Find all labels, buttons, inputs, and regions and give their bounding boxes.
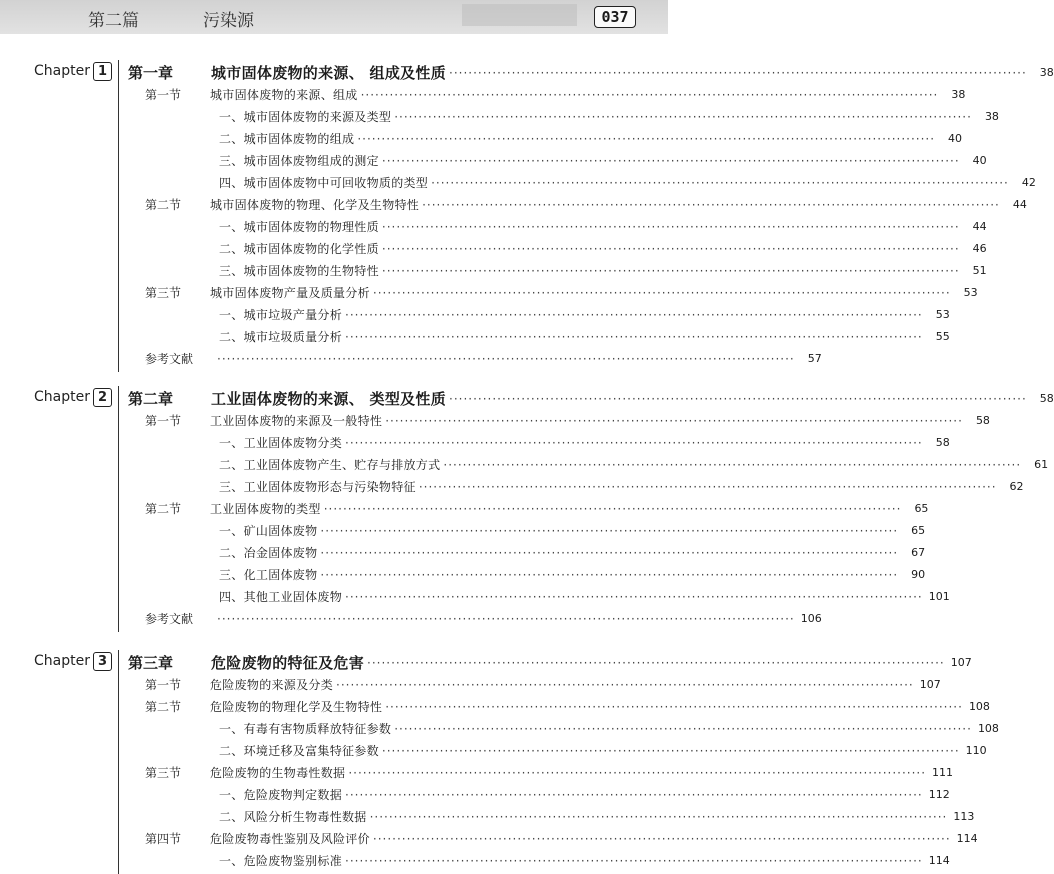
toc-page-number: 55 xyxy=(935,330,950,343)
toc-page-number: 53 xyxy=(935,308,950,321)
toc-leader-dots: ························································································································ xyxy=(345,788,923,802)
toc-leader-dots: ························································································································ xyxy=(345,330,923,344)
chapter-label-text: Chapter xyxy=(34,653,90,669)
toc-page-number: 58 xyxy=(975,414,990,427)
toc-entry-title: 工业固体废物的来源及一般特性 xyxy=(210,414,383,428)
toc-entry-section[interactable] xyxy=(145,194,1027,216)
toc-leader-dots: ························································································································ xyxy=(369,810,948,824)
toc-page-number: 112 xyxy=(928,788,950,801)
toc-entry-title: 危险废物毒性鉴别及风险评价 xyxy=(210,832,370,846)
toc-entry-tag: 第二节 xyxy=(145,700,182,714)
toc-entry-title: 一、有毒有害物质释放特征参数 xyxy=(219,722,392,736)
toc-entry-item[interactable] xyxy=(219,806,975,828)
toc-page-number: 90 xyxy=(911,568,926,581)
toc-page-number: 111 xyxy=(932,766,954,779)
toc-entry-tag: 第四节 xyxy=(145,832,182,846)
toc-leader-dots: ························································································································ xyxy=(217,612,795,626)
toc-entry-tag: 第二章 xyxy=(128,390,174,408)
toc-entry-tag: 第二节 xyxy=(145,198,182,212)
toc-entry-item[interactable] xyxy=(219,454,1049,476)
toc-entry-section[interactable] xyxy=(145,762,954,784)
toc-leader-dots: ························································································································ xyxy=(443,458,1022,472)
toc-entry-item[interactable] xyxy=(219,260,987,282)
toc-entry-section[interactable] xyxy=(145,498,929,520)
chapter-number-box: 2 xyxy=(93,388,112,407)
toc-entry-section[interactable] xyxy=(145,674,941,696)
toc-leader-dots: ························································································································ xyxy=(418,480,997,494)
chapter-label xyxy=(34,62,112,84)
toc-page-number: 107 xyxy=(950,656,972,669)
toc-entry-title: 城市固体废物的来源、 组成及性质 xyxy=(211,64,447,82)
toc-page-number: 40 xyxy=(948,132,963,145)
toc-entry-title: 危险废物的来源及分类 xyxy=(210,678,334,692)
toc-entry-title: 四、城市固体废物中可回收物质的类型 xyxy=(219,176,429,190)
toc-entry-title: 一、城市固体废物的来源及类型 xyxy=(219,110,392,124)
toc-page-number: 114 xyxy=(928,854,950,867)
toc-page-number: 46 xyxy=(972,242,987,255)
toc-page-number: 38 xyxy=(951,88,966,101)
toc-entry-tag: 第一节 xyxy=(145,678,182,692)
toc-entry-item[interactable] xyxy=(219,150,987,172)
page-number: 037 xyxy=(594,6,636,28)
toc-leader-dots: ························································································································ xyxy=(345,590,923,604)
toc-leader-dots: ························································································································ xyxy=(320,568,899,582)
toc-page-number: 101 xyxy=(928,590,950,603)
toc-entry-tag: 第三章 xyxy=(128,654,174,672)
toc-page-number: 108 xyxy=(968,700,990,713)
toc-leader-dots: ························································································································ xyxy=(348,766,927,780)
toc-entry-chapter[interactable] xyxy=(128,62,1054,84)
toc-entry-title: 一、工业固体废物分类 xyxy=(219,436,343,450)
toc-page-number: 106 xyxy=(800,612,822,625)
toc-page-number: 44 xyxy=(1012,198,1027,211)
toc-entry-item[interactable] xyxy=(219,172,1036,194)
toc-page-number: 58 xyxy=(935,436,950,449)
toc-page-number: 42 xyxy=(1021,176,1036,189)
toc-entry-tag: 第三节 xyxy=(145,286,182,300)
toc-entry-title: 城市固体废物产量及质量分析 xyxy=(210,286,370,300)
toc-page-number: 67 xyxy=(911,546,926,559)
toc-leader-dots: ························································································································ xyxy=(320,546,899,560)
toc-entry-item[interactable] xyxy=(219,520,926,542)
toc-page-number: 53 xyxy=(963,286,978,299)
chapter-number-box: 3 xyxy=(93,652,112,671)
chapter-divider-line xyxy=(118,650,119,874)
toc-entry-chapter[interactable] xyxy=(128,652,972,674)
toc-leader-dots: ························································································································ xyxy=(381,220,960,234)
toc-page-number: 44 xyxy=(972,220,987,233)
chapter-label-text: Chapter xyxy=(34,63,90,79)
toc-entry-title: 二、风险分析生物毒性数据 xyxy=(219,810,367,824)
toc-entry-title: 工业固体废物的来源、 类型及性质 xyxy=(211,390,447,408)
toc-page-number: 40 xyxy=(972,154,987,167)
toc-entry-item[interactable] xyxy=(219,238,987,260)
toc-entry-title: 一、危险废物判定数据 xyxy=(219,788,343,802)
toc-entry-tag: 参考文献 xyxy=(145,612,194,626)
toc-entry-title: 危险废物的特征及危害 xyxy=(211,654,365,672)
toc-entry-section[interactable] xyxy=(145,696,990,718)
toc-entry-title: 一、城市固体废物的物理性质 xyxy=(219,220,379,234)
toc-page-number: 113 xyxy=(953,810,975,823)
toc-entry-title: 三、化工固体废物 xyxy=(219,568,318,582)
toc-entry-section[interactable] xyxy=(145,84,966,106)
part-title: 第二篇 xyxy=(88,11,139,31)
toc-leader-dots: ························································································································ xyxy=(336,678,914,692)
toc-leader-dots: ························································································································ xyxy=(385,700,963,714)
toc-page-number: 108 xyxy=(977,722,999,735)
toc-leader-dots: ························································································································ xyxy=(449,66,1027,80)
toc-leader-dots: ························································································································ xyxy=(385,414,963,428)
toc-entry-title: 四、其他工业固体废物 xyxy=(219,590,343,604)
toc-entry-title: 一、矿山固体废物 xyxy=(219,524,318,538)
toc-entry-section[interactable] xyxy=(145,410,990,432)
chapter-label xyxy=(34,388,112,410)
toc-leader-dots: ························································································································ xyxy=(381,744,960,758)
toc-entry-item[interactable] xyxy=(219,106,999,128)
chapter-divider-line xyxy=(118,386,119,632)
toc-entry-title: 三、城市固体废物的生物特性 xyxy=(219,264,379,278)
toc-leader-dots: ························································································································ xyxy=(372,286,951,300)
toc-leader-dots: ························································································································ xyxy=(422,198,1000,212)
toc-entry-chapter[interactable] xyxy=(128,388,1054,410)
toc-entry-item[interactable] xyxy=(219,216,987,238)
toc-entry-title: 二、工业固体废物产生、贮存与排放方式 xyxy=(219,458,441,472)
part-subject: 污染源 xyxy=(203,11,254,31)
toc-entry-ref[interactable] xyxy=(145,608,822,630)
chapter-label xyxy=(34,652,112,674)
toc-entry-title: 一、危险废物鉴别标准 xyxy=(219,854,343,868)
toc-leader-dots: ························································································································ xyxy=(345,854,923,868)
toc-entry-tag: 参考文献 xyxy=(145,352,194,366)
toc-entry-tag: 第二节 xyxy=(145,502,182,516)
toc-page-number: 110 xyxy=(965,744,987,757)
toc-entry-item[interactable] xyxy=(219,718,999,740)
toc-entry-item[interactable] xyxy=(219,476,1024,498)
toc-page-number: 61 xyxy=(1034,458,1049,471)
toc-entry-tag: 第一节 xyxy=(145,414,182,428)
toc-page-number: 107 xyxy=(919,678,941,691)
toc-entry-title: 三、工业固体废物形态与污染物特征 xyxy=(219,480,416,494)
toc-entry-title: 三、城市固体废物组成的测定 xyxy=(219,154,379,168)
toc-entry-tag: 第一章 xyxy=(128,64,174,82)
chapter-number-box: 1 xyxy=(93,62,112,81)
toc-leader-dots: ························································································································ xyxy=(394,722,972,736)
page-header xyxy=(0,0,668,34)
toc-entry-item[interactable] xyxy=(219,542,926,564)
toc-entry-tag: 第一节 xyxy=(145,88,182,102)
toc-leader-dots: ························································································································ xyxy=(381,264,960,278)
toc-entry-item[interactable] xyxy=(219,740,987,762)
toc-entry-title: 城市固体废物的来源、组成 xyxy=(210,88,358,102)
chapter-label-text: Chapter xyxy=(34,389,90,405)
toc-entry-section[interactable] xyxy=(145,282,978,304)
toc-leader-dots: ························································································································ xyxy=(394,110,972,124)
toc-page-number: 62 xyxy=(1009,480,1024,493)
toc-entry-tag: 第三节 xyxy=(145,766,182,780)
toc-entry-title: 二、冶金固体废物 xyxy=(219,546,318,560)
toc-leader-dots: ························································································································ xyxy=(381,242,960,256)
toc-entry-ref[interactable] xyxy=(145,348,822,370)
toc-leader-dots: ························································································································ xyxy=(367,656,945,670)
toc-leader-dots: ························································································································ xyxy=(360,88,939,102)
toc-entry-item[interactable] xyxy=(219,586,950,608)
toc-leader-dots: ························································································································ xyxy=(449,392,1027,406)
toc-entry-item[interactable] xyxy=(219,326,950,348)
toc-entry-section[interactable] xyxy=(145,828,978,850)
toc-leader-dots: ························································································································ xyxy=(217,352,795,366)
toc-entry-title: 危险废物的物理化学及生物特性 xyxy=(210,700,383,714)
toc-entry-title: 危险废物的生物毒性数据 xyxy=(210,766,346,780)
toc-page-number: 57 xyxy=(807,352,822,365)
toc-page-number: 65 xyxy=(911,524,926,537)
chapter-divider-line xyxy=(118,60,119,372)
toc-entry-item[interactable] xyxy=(219,128,963,150)
toc-entry-title: 二、城市固体废物的化学性质 xyxy=(219,242,379,256)
toc-entry-title: 二、城市固体废物的组成 xyxy=(219,132,355,146)
toc-entry-item[interactable] xyxy=(219,564,926,586)
toc-leader-dots: ························································································································ xyxy=(431,176,1009,190)
toc-leader-dots: ························································································································ xyxy=(381,154,960,168)
toc-page-number: 114 xyxy=(956,832,978,845)
toc-entry-title: 二、环境迁移及富集特征参数 xyxy=(219,744,379,758)
toc-leader-dots: ························································································································ xyxy=(372,832,951,846)
toc-leader-dots: ························································································································ xyxy=(320,524,899,538)
toc-page-number: 58 xyxy=(1039,392,1054,405)
toc-entry-item[interactable] xyxy=(219,850,950,872)
toc-entry-title: 二、城市垃圾质量分析 xyxy=(219,330,343,344)
header-decoration xyxy=(462,4,577,26)
toc-page-number: 38 xyxy=(984,110,999,123)
toc-entry-title: 一、城市垃圾产量分析 xyxy=(219,308,343,322)
toc-entry-item[interactable] xyxy=(219,304,950,326)
toc-entry-item[interactable] xyxy=(219,432,950,454)
toc-entry-title: 城市固体废物的物理、化学及生物特性 xyxy=(210,198,420,212)
toc-leader-dots: ························································································································ xyxy=(357,132,936,146)
toc-page-number: 51 xyxy=(972,264,987,277)
toc-page-number: 65 xyxy=(914,502,929,515)
toc-leader-dots: ························································································································ xyxy=(345,308,923,322)
toc-page-number: 38 xyxy=(1039,66,1054,79)
toc-entry-title: 工业固体废物的类型 xyxy=(210,502,321,516)
toc-leader-dots: ························································································································ xyxy=(323,502,902,516)
toc-leader-dots: ························································································································ xyxy=(345,436,923,450)
toc-entry-item[interactable] xyxy=(219,784,950,806)
